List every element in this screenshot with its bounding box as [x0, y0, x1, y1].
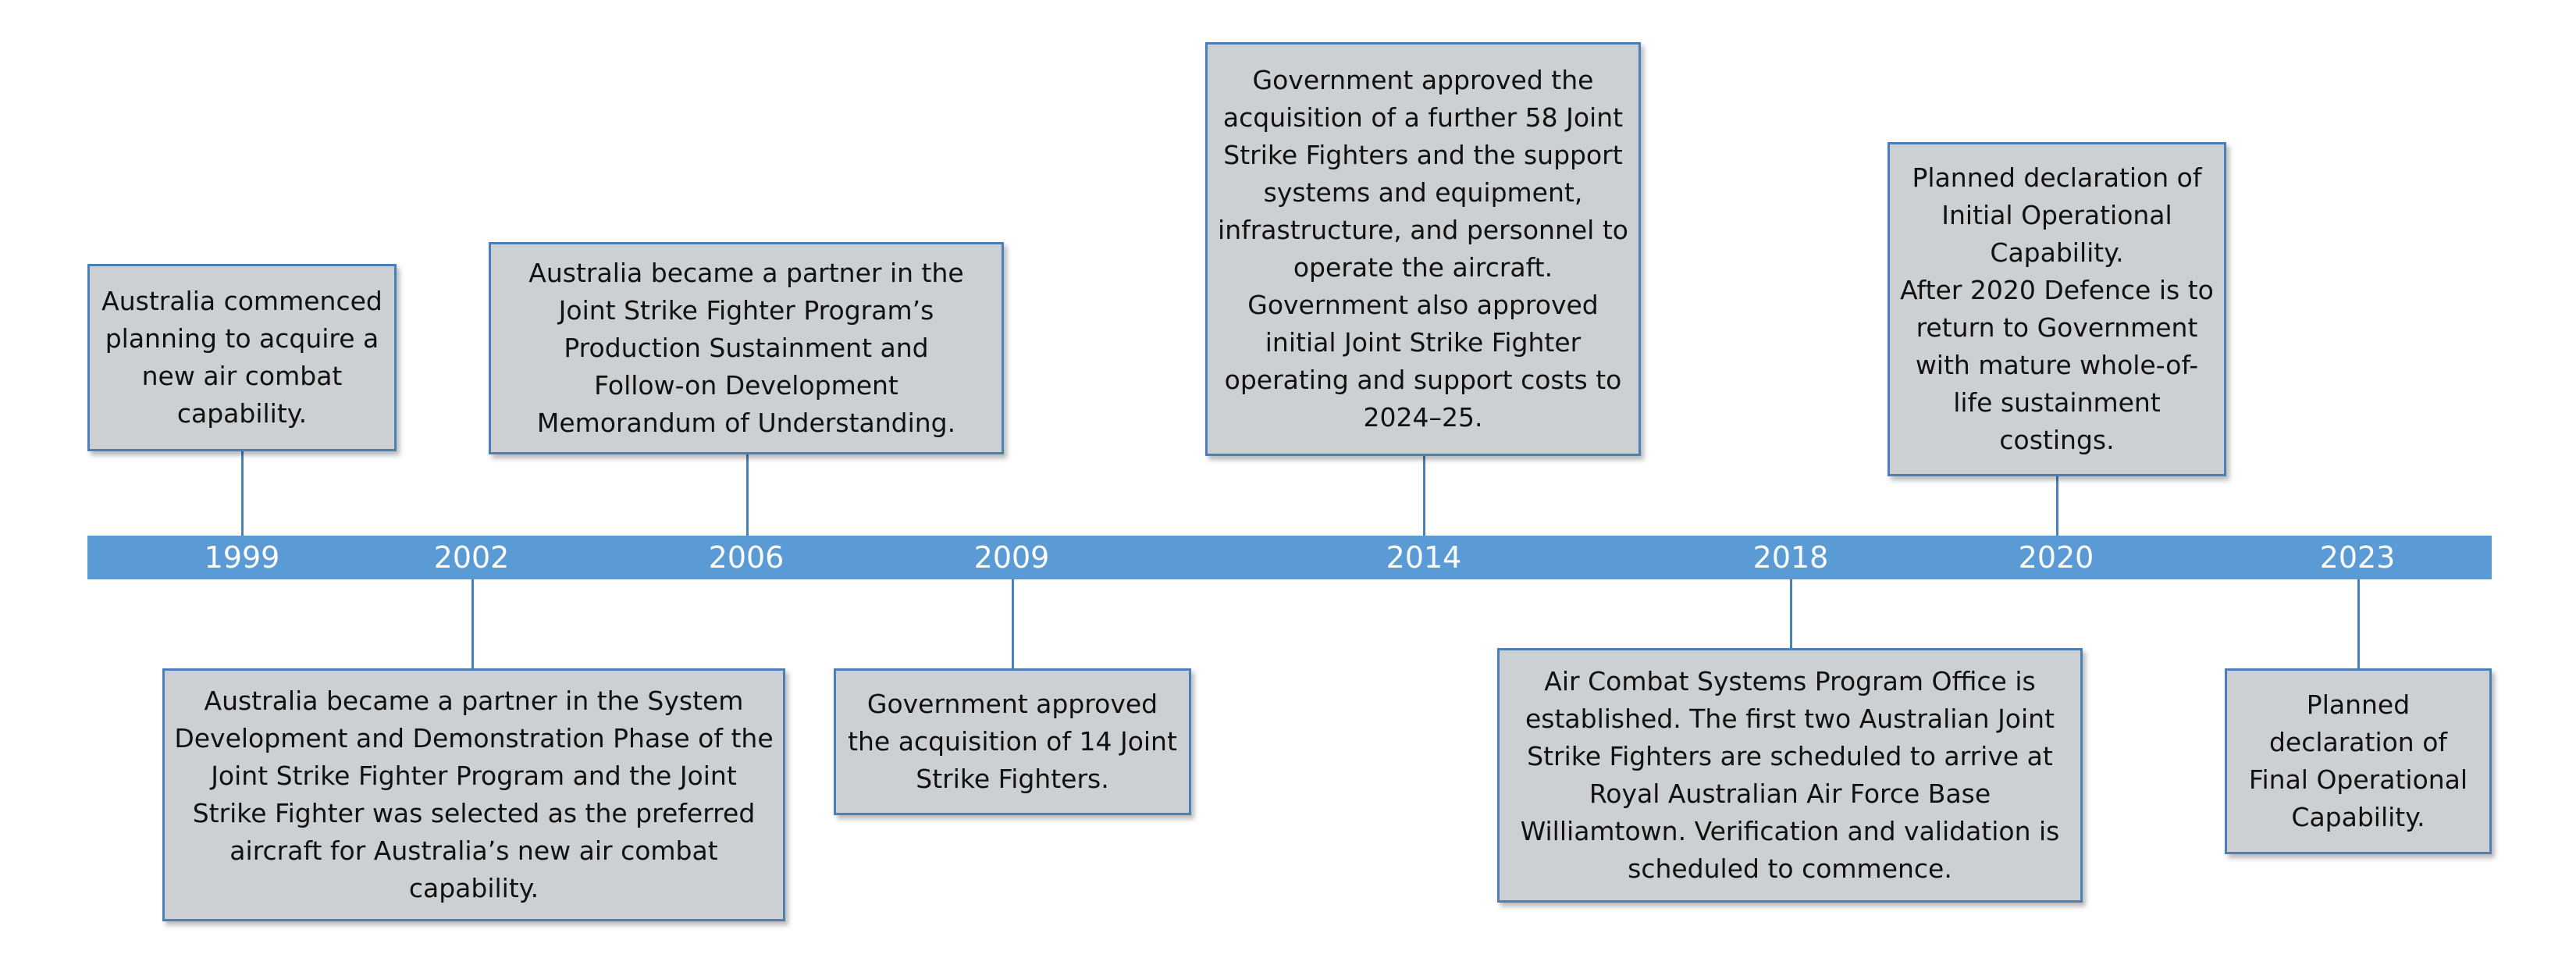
event-box-2009: Government approved the acquisition of 14 Joint Strike Fighters.: [834, 668, 1191, 815]
event-box-2018: Air Combat Systems Program Office is established. The first two Australian Joint Strike Fighters are scheduled to arrive at Royal Australian Air Force Base Williamtown. Verification and validation is scheduled to commence.: [1497, 648, 2083, 903]
connector-2018: [1790, 579, 1792, 648]
year-label-2014: 2014: [1386, 540, 1462, 575]
year-label-2006: 2006: [708, 540, 785, 575]
year-label-2018: 2018: [1752, 540, 1829, 575]
year-label-2009: 2009: [973, 540, 1050, 575]
connector-2020: [2056, 476, 2058, 536]
event-box-1999: Australia commenced planning to acquire a new air combat capability.: [87, 264, 397, 451]
event-box-2023: Planned declaration of Final Operational Capability.: [2225, 668, 2492, 854]
event-box-2002: Australia became a partner in the System Development and Demonstration Phase of the Joint Strike Fighter Program and the Joint Strike Fighter was selected as the preferred aircraft for Australia’s new air combat capability.: [162, 668, 785, 921]
year-label-2023: 2023: [2319, 540, 2396, 575]
connector-2009: [1012, 579, 1014, 668]
year-label-2002: 2002: [433, 540, 510, 575]
year-label-1999: 1999: [204, 540, 280, 575]
connector-2014: [1423, 456, 1425, 536]
connector-1999: [241, 451, 244, 536]
connector-2006: [746, 454, 749, 536]
event-box-2020: Planned declaration of Initial Operational Capability. After 2020 Defence is to return to Government with mature whole-of- life sustainment costings.: [1888, 142, 2226, 476]
event-box-2006: Australia became a partner in the Joint Strike Fighter Program’s Production Sustainment and Follow-on Development Memorandum of Understanding.: [489, 242, 1004, 454]
event-box-2014: Government approved the acquisition of a further 58 Joint Strike Fighters and the support systems and equipment, infrastructure, and personnel to operate the aircraft. Government also approved initial Joint Strike Fighter operating and support costs to 2024–25.: [1205, 42, 1641, 456]
year-label-2020: 2020: [2018, 540, 2094, 575]
connector-2023: [2357, 579, 2360, 668]
connector-2002: [471, 579, 474, 668]
